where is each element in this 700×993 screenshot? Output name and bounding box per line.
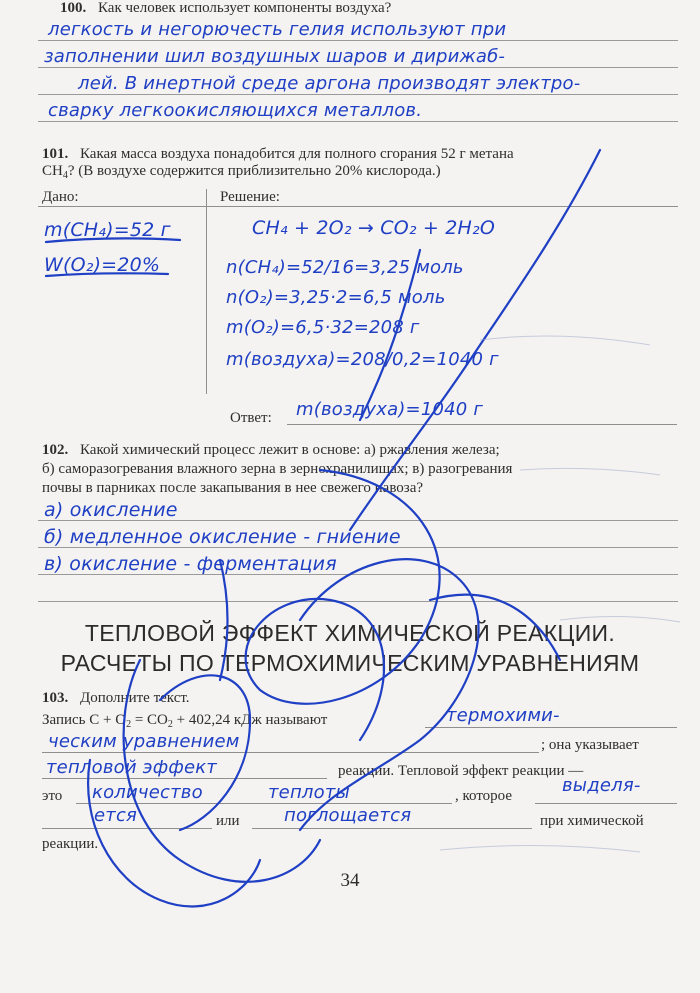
q101-formula: CH <box>42 163 63 179</box>
answer-label: Ответ: <box>230 410 272 426</box>
answer-rule <box>38 40 678 41</box>
fill-blank <box>42 828 212 829</box>
given-label: Дано: <box>42 189 79 205</box>
fill-blank <box>42 752 539 753</box>
ink-loop <box>246 470 440 740</box>
bleed-through <box>480 336 650 345</box>
q102-text: Какой химический процесс лежит в основе: а) ржавления железа; <box>80 442 500 458</box>
q103-text: реакции. Тепловой эффект реакции — <box>338 763 584 779</box>
q102-number: 102. <box>42 442 69 458</box>
subscript: 2 <box>126 719 132 730</box>
given-line: W(O₂)=20% <box>44 254 161 276</box>
answer-rule <box>38 601 678 602</box>
q102-answer: а) окисление <box>44 499 178 521</box>
q103-text: при химической <box>540 813 644 829</box>
q102-text-line: почвы в парниках после закапывания в нее свежего навоза? <box>42 480 424 496</box>
q101-text: Какая масса воздуха понадобится для полного сгорания 52 г метана <box>80 146 514 162</box>
fill-answer: термохими- <box>446 705 560 726</box>
fill-blank <box>252 828 532 829</box>
q103-line1 <box>42 712 327 729</box>
table-header-rule <box>38 206 678 207</box>
solution-line: CH₄ + 2O₂ → CO₂ + 2H₂O <box>252 217 496 239</box>
q102-text-line: б) саморазогревания влажного зерна в зернохранилищах; в) разогревания <box>42 461 513 477</box>
given-line: m(CH₄)=52 г <box>44 219 171 241</box>
solution-line: n(O₂)=3,25·2=6,5 моль <box>226 287 446 308</box>
table-divider <box>206 189 207 394</box>
q103-intro: Дополните текст. <box>80 690 190 706</box>
q101-question <box>42 146 514 163</box>
page-number: 34 <box>340 870 360 891</box>
q102-answer: б) медленное окисление - гниение <box>44 526 401 548</box>
fill-answer: теплоты <box>268 782 350 803</box>
q103-number: 103. <box>42 690 69 706</box>
solution-line: n(CH₄)=52/16=3,25 моль <box>226 257 464 278</box>
q103-text: , которое <box>455 788 513 804</box>
q100-answer-line: легкость и негорючесть гелия используют при <box>48 19 507 40</box>
bleed-through <box>440 845 640 852</box>
fill-answer: ется <box>94 805 138 826</box>
answer-rule <box>38 67 678 68</box>
q100-answer-line: лей. В инертной среде аргона производят электро- <box>78 73 581 94</box>
q101-text-cont: ? (В воздухе содержится приблизительно 20% кислорода.) <box>67 163 441 179</box>
q103-text: Запись C + O <box>42 712 127 728</box>
q103-question <box>42 690 190 707</box>
answer-rule <box>287 424 677 425</box>
q103-text: это <box>42 788 63 804</box>
section-heading-line2: РАСЧЕТЫ ПО ТЕРМОХИМИЧЕСКИМ УРАВНЕНИЯМ <box>60 650 640 676</box>
fill-blank <box>42 778 327 779</box>
bleed-through <box>520 468 660 475</box>
section-heading-line1: ТЕПЛОВОЙ ЭФФЕКТ ХИМИЧЕСКОЙ РЕАКЦИИ. <box>84 620 616 646</box>
q102-question <box>42 442 500 459</box>
solution-line: m(O₂)=6,5·32=208 г <box>226 317 420 338</box>
q100-question <box>60 0 391 17</box>
answer-rule <box>38 94 678 95</box>
fill-answer: ческим уравнением <box>48 731 240 752</box>
q103-text: + 402,24 кДж называют <box>172 712 328 728</box>
fill-blank <box>535 803 677 804</box>
fill-answer: выделя- <box>562 775 641 796</box>
fill-answer: поглощается <box>284 805 412 826</box>
fill-blank <box>76 803 452 804</box>
q100-number: 100. <box>60 0 87 16</box>
q101-question-line2 <box>42 163 441 180</box>
q103-text: ; она указывает <box>541 737 639 753</box>
fill-blank <box>425 727 677 728</box>
q100-answer-line: сварку легкоокисляющихся металлов. <box>48 100 423 121</box>
q103-text: или <box>216 813 240 829</box>
answer-rule <box>38 121 678 122</box>
solution-label: Решение: <box>220 189 280 205</box>
q103-text: реакции. <box>42 836 99 852</box>
fill-answer: количество <box>92 782 203 803</box>
q101-answer: m(воздуха)=1040 г <box>296 399 484 420</box>
q100-text: Как человек использует компоненты воздуха? <box>98 0 392 16</box>
subscript: 2 <box>167 719 173 730</box>
q101-number: 101. <box>42 146 69 162</box>
fill-answer: тепловой эффект <box>46 757 217 778</box>
q100-answer-line: заполнении шил воздушных шаров и дирижаб- <box>44 46 506 67</box>
q103-text: = CO <box>131 712 168 728</box>
solution-line: m(воздуха)=208/0,2=1040 г <box>226 349 499 370</box>
q102-answer: в) окисление - ферментация <box>44 553 337 575</box>
q101-formula-sub: 4 <box>62 170 68 181</box>
